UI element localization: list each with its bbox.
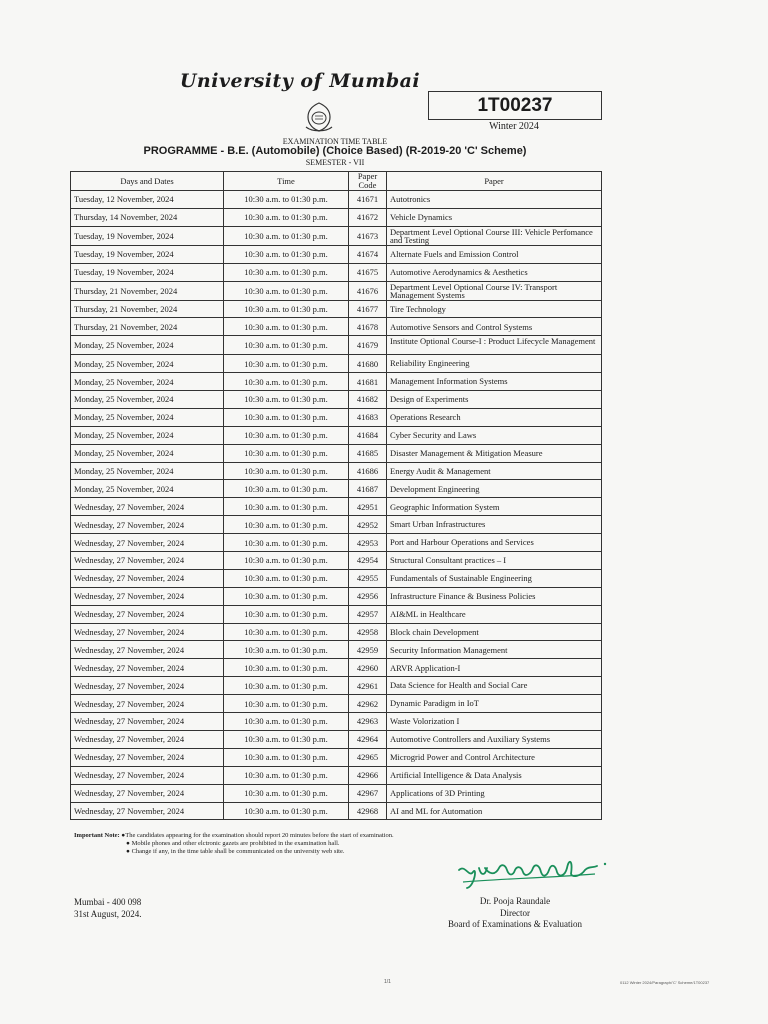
exam-time-cell: 10:30 a.m. to 01:30 p.m.: [224, 623, 349, 641]
signatory-title: Director: [500, 907, 530, 918]
exam-time-cell: 10:30 a.m. to 01:30 p.m.: [224, 748, 349, 766]
exam-time-cell: 10:30 a.m. to 01:30 p.m.: [224, 784, 349, 802]
paper-name-cell: Smart Urban Infrastructures: [387, 516, 602, 534]
exam-time-cell: 10:30 a.m. to 01:30 p.m.: [224, 373, 349, 391]
paper-name-cell: Cyber Security and Laws: [387, 426, 602, 444]
signatory-block: [415, 896, 615, 931]
exam-date-cell: Wednesday, 27 November, 2024: [71, 516, 224, 534]
exam-time-cell: 10:30 a.m. to 01:30 p.m.: [224, 498, 349, 516]
paper-name-cell: Design of Experiments: [387, 391, 602, 409]
table-row: [71, 784, 602, 802]
header-days-dates: Days and Dates: [71, 172, 224, 191]
paper-code-cell: 42962: [349, 695, 387, 713]
table-row: [71, 355, 602, 373]
header-paper: Paper: [387, 172, 602, 191]
paper-code-cell: 41685: [349, 444, 387, 462]
table-row: [71, 695, 602, 713]
exam-date-cell: Wednesday, 27 November, 2024: [71, 534, 224, 552]
programme-title: PROGRAMME - B.E. (Automobile) (Choice Based) (R-2019-20 'C' Scheme): [143, 145, 527, 157]
paper-code-cell: 42964: [349, 730, 387, 748]
paper-code-cell: 42959: [349, 641, 387, 659]
place: Mumbai - 400 098: [74, 897, 142, 907]
session-label: Winter 2024: [489, 121, 539, 132]
exam-time-cell: 10:30 a.m. to 01:30 p.m.: [224, 552, 349, 570]
paper-name-cell: Structural Consultant practices – I: [387, 552, 602, 570]
exam-time-cell: 10:30 a.m. to 01:30 p.m.: [224, 355, 349, 373]
exam-time-cell: 10:30 a.m. to 01:30 p.m.: [224, 336, 349, 355]
exam-date-cell: Monday, 25 November, 2024: [71, 462, 224, 480]
table-row: [71, 408, 602, 426]
paper-code-cell: 42957: [349, 605, 387, 623]
paper-name-cell: AI and ML for Automation: [387, 802, 602, 820]
paper-code-cell: 42965: [349, 748, 387, 766]
paper-code-cell: 42966: [349, 766, 387, 784]
table-row: [71, 677, 602, 695]
table-row: [71, 444, 602, 462]
paper-code-cell: 41681: [349, 373, 387, 391]
note-item: Mobile phones and other elctronic gazets are prohibited in the examination hall.: [131, 840, 340, 848]
paper-code-cell: 41686: [349, 462, 387, 480]
paper-code-cell: 41682: [349, 391, 387, 409]
paper-name-cell: ARVR Application-I: [387, 659, 602, 677]
exam-title: EXAMINATION TIME TABLE: [282, 137, 388, 146]
issue-date: 31st August, 2024.: [74, 909, 142, 919]
paper-code-cell: 41687: [349, 480, 387, 498]
exam-time-cell: 10:30 a.m. to 01:30 p.m.: [224, 462, 349, 480]
page-number: 1/1: [384, 979, 391, 985]
paper-name-cell: AI&ML in Healthcare: [387, 605, 602, 623]
exam-time-cell: 10:30 a.m. to 01:30 p.m.: [224, 480, 349, 498]
table-row: [71, 208, 602, 226]
table-row: [71, 336, 602, 355]
exam-time-cell: 10:30 a.m. to 01:30 p.m.: [224, 391, 349, 409]
exam-time-cell: 10:30 a.m. to 01:30 p.m.: [224, 245, 349, 263]
paper-code-cell: 41671: [349, 191, 387, 209]
paper-name-cell: Tire Technology: [387, 300, 602, 318]
paper-name-cell: Artificial Intelligence & Data Analysis: [387, 766, 602, 784]
exam-date-cell: Monday, 25 November, 2024: [71, 355, 224, 373]
exam-date-cell: Monday, 25 November, 2024: [71, 373, 224, 391]
exam-date-cell: Wednesday, 27 November, 2024: [71, 569, 224, 587]
paper-code-cell: 42954: [349, 552, 387, 570]
exam-date-cell: Wednesday, 27 November, 2024: [71, 713, 224, 731]
table-row: [71, 748, 602, 766]
table-row: [71, 462, 602, 480]
exam-time-cell: 10:30 a.m. to 01:30 p.m.: [224, 569, 349, 587]
exam-date-cell: Wednesday, 27 November, 2024: [71, 766, 224, 784]
exam-date-cell: Tuesday, 19 November, 2024: [71, 226, 224, 245]
table-row: [71, 281, 602, 300]
paper-name-cell: Autotronics: [387, 191, 602, 209]
paper-name-cell: Infrastructure Finance & Business Policies: [387, 587, 602, 605]
exam-date-cell: Wednesday, 27 November, 2024: [71, 784, 224, 802]
notes-label: Important Note:: [74, 832, 120, 839]
exam-time-cell: 10:30 a.m. to 01:30 p.m.: [224, 730, 349, 748]
paper-code-cell: 42952: [349, 516, 387, 534]
exam-date-cell: Wednesday, 27 November, 2024: [71, 730, 224, 748]
paper-name-cell: Fundamentals of Sustainable Engineering: [387, 569, 602, 587]
table-row: [71, 226, 602, 245]
paper-name-cell: Microgrid Power and Control Architecture: [387, 748, 602, 766]
table-row: [71, 318, 602, 336]
table-header-row: [71, 172, 602, 191]
exam-time-cell: 10:30 a.m. to 01:30 p.m.: [224, 766, 349, 784]
exam-time-cell: 10:30 a.m. to 01:30 p.m.: [224, 408, 349, 426]
paper-name-cell: Development Engineering: [387, 480, 602, 498]
paper-name-cell: Operations Research: [387, 408, 602, 426]
exam-time-cell: 10:30 a.m. to 01:30 p.m.: [224, 713, 349, 731]
paper-name-cell: Institute Optional Course-I : Product Lifecycle Management: [387, 336, 602, 355]
paper-name-cell: Port and Harbour Operations and Services: [387, 534, 602, 552]
paper-code-cell: 41678: [349, 318, 387, 336]
paper-name-cell: Department Level Optional Course III: Vehicle Perfomance and Testing: [387, 226, 602, 245]
paper-code-cell: 41672: [349, 208, 387, 226]
table-row: [71, 300, 602, 318]
exam-time-cell: 10:30 a.m. to 01:30 p.m.: [224, 659, 349, 677]
table-row: [71, 802, 602, 820]
paper-code-box: 1T00237: [428, 91, 602, 120]
exam-date-cell: Wednesday, 27 November, 2024: [71, 498, 224, 516]
exam-time-cell: 10:30 a.m. to 01:30 p.m.: [224, 318, 349, 336]
table-row: [71, 426, 602, 444]
exam-date-cell: Wednesday, 27 November, 2024: [71, 605, 224, 623]
exam-time-cell: 10:30 a.m. to 01:30 p.m.: [224, 444, 349, 462]
paper-name-cell: Geographic Information System: [387, 498, 602, 516]
paper-name-cell: Disaster Management & Mitigation Measure: [387, 444, 602, 462]
exam-time-cell: 10:30 a.m. to 01:30 p.m.: [224, 426, 349, 444]
table-row: [71, 587, 602, 605]
note-item: Change if any, in the time table shall be communicated on the university web site.: [131, 848, 345, 856]
timetable: [70, 171, 602, 820]
header-paper-code: Paper Code: [349, 172, 387, 191]
exam-date-cell: Thursday, 21 November, 2024: [71, 318, 224, 336]
table-row: [71, 713, 602, 731]
paper-code-cell: 41673: [349, 226, 387, 245]
exam-date-cell: Tuesday, 19 November, 2024: [71, 245, 224, 263]
paper-name-cell: Automotive Aerodynamics & Aesthetics: [387, 263, 602, 281]
table-row: [71, 516, 602, 534]
paper-code-cell: 42953: [349, 534, 387, 552]
table-row: [71, 480, 602, 498]
table-row: [71, 623, 602, 641]
semester-label: SEMESTER - VII: [305, 158, 365, 167]
table-row: [71, 641, 602, 659]
exam-time-cell: 10:30 a.m. to 01:30 p.m.: [224, 281, 349, 300]
signatory-name: Dr. Pooja Raundale: [479, 896, 551, 906]
paper-name-cell: Data Science for Health and Social Care: [387, 677, 602, 695]
table-row: [71, 605, 602, 623]
paper-name-cell: Automotive Sensors and Control Systems: [387, 318, 602, 336]
exam-date-cell: Tuesday, 12 November, 2024: [71, 191, 224, 209]
university-name: University of Mumbai: [179, 70, 421, 92]
table-row: [71, 552, 602, 570]
exam-date-cell: Monday, 25 November, 2024: [71, 426, 224, 444]
paper-name-cell: Waste Volorization I: [387, 713, 602, 731]
exam-date-cell: Wednesday, 27 November, 2024: [71, 552, 224, 570]
exam-date-cell: Wednesday, 27 November, 2024: [71, 623, 224, 641]
paper-code-cell: 42963: [349, 713, 387, 731]
exam-date-cell: Wednesday, 27 November, 2024: [71, 587, 224, 605]
paper-code-cell: 41676: [349, 281, 387, 300]
exam-date-cell: Wednesday, 27 November, 2024: [71, 802, 224, 820]
paper-code-cell: 42956: [349, 587, 387, 605]
exam-time-cell: 10:30 a.m. to 01:30 p.m.: [224, 191, 349, 209]
exam-time-cell: 10:30 a.m. to 01:30 p.m.: [224, 587, 349, 605]
exam-time-cell: 10:30 a.m. to 01:30 p.m.: [224, 534, 349, 552]
exam-time-cell: 10:30 a.m. to 01:30 p.m.: [224, 208, 349, 226]
paper-name-cell: Applications of 3D Printing: [387, 784, 602, 802]
table-row: [71, 245, 602, 263]
exam-time-cell: 10:30 a.m. to 01:30 p.m.: [224, 300, 349, 318]
exam-time-cell: 10:30 a.m. to 01:30 p.m.: [224, 641, 349, 659]
table-row: [71, 263, 602, 281]
paper-name-cell: Energy Audit & Management: [387, 462, 602, 480]
exam-date-cell: Wednesday, 27 November, 2024: [71, 695, 224, 713]
paper-code-cell: 42951: [349, 498, 387, 516]
exam-date-cell: Thursday, 21 November, 2024: [71, 300, 224, 318]
important-notes: Important Note: ●The candidates appearing for the examination should report 20 minutes before the start of examination. ● Mobile phones and other elctronic gazets are prohibited in the examination hall. ● Change if any, in the time table shall be communicated on the university web site.: [74, 832, 394, 856]
exam-date-cell: Monday, 25 November, 2024: [71, 408, 224, 426]
paper-name-cell: Vehicle Dynamics: [387, 208, 602, 226]
paper-code-cell: 42960: [349, 659, 387, 677]
table-row: [71, 569, 602, 587]
header-time: Time: [224, 172, 349, 191]
exam-date-cell: Wednesday, 27 November, 2024: [71, 641, 224, 659]
paper-code-cell: 41674: [349, 245, 387, 263]
table-row: [71, 730, 602, 748]
paper-name-cell: Block chain Development: [387, 623, 602, 641]
exam-date-cell: Monday, 25 November, 2024: [71, 480, 224, 498]
exam-date-cell: Monday, 25 November, 2024: [71, 391, 224, 409]
table-row: [71, 534, 602, 552]
exam-time-cell: 10:30 a.m. to 01:30 p.m.: [224, 605, 349, 623]
paper-code-cell: 41677: [349, 300, 387, 318]
exam-date-cell: Monday, 25 November, 2024: [71, 444, 224, 462]
paper-code-cell: 42958: [349, 623, 387, 641]
exam-date-cell: Monday, 25 November, 2024: [71, 336, 224, 355]
exam-time-cell: 10:30 a.m. to 01:30 p.m.: [224, 226, 349, 245]
paper-name-cell: Security Information Management: [387, 641, 602, 659]
table-row: [71, 391, 602, 409]
paper-name-cell: Department Level Optional Course IV: Transport Management Systems: [387, 281, 602, 300]
paper-name-cell: Reliability Engineering: [387, 355, 602, 373]
paper-name-cell: Dynamic Paradigm in IoT: [387, 695, 602, 713]
signature-image: [455, 852, 615, 892]
exam-date-cell: Thursday, 14 November, 2024: [71, 208, 224, 226]
paper-name-cell: Alternate Fuels and Emission Control: [387, 245, 602, 263]
table-row: [71, 373, 602, 391]
table-row: [71, 659, 602, 677]
timetable-body: [71, 191, 602, 820]
table-row: [71, 498, 602, 516]
paper-code-cell: 42961: [349, 677, 387, 695]
exam-time-cell: 10:30 a.m. to 01:30 p.m.: [224, 695, 349, 713]
university-emblem-icon: [302, 101, 336, 134]
paper-code-cell: 42968: [349, 802, 387, 820]
exam-time-cell: 10:30 a.m. to 01:30 p.m.: [224, 263, 349, 281]
paper-code-cell: 41679: [349, 336, 387, 355]
paper-code-cell: 41675: [349, 263, 387, 281]
paper-name-cell: Automotive Controllers and Auxiliary Systems: [387, 730, 602, 748]
place-date-block: [74, 896, 142, 920]
paper-name-cell: Management Information Systems: [387, 373, 602, 391]
exam-date-cell: Tuesday, 19 November, 2024: [71, 263, 224, 281]
exam-date-cell: Thursday, 21 November, 2024: [71, 281, 224, 300]
paper-code-cell: 41684: [349, 426, 387, 444]
table-row: [71, 191, 602, 209]
exam-date-cell: Wednesday, 27 November, 2024: [71, 677, 224, 695]
signatory-board: Board of Examinations & Evaluation: [448, 919, 582, 929]
exam-date-cell: Wednesday, 27 November, 2024: [71, 748, 224, 766]
exam-time-cell: 10:30 a.m. to 01:30 p.m.: [224, 802, 349, 820]
paper-code-cell: 42955: [349, 569, 387, 587]
file-reference: 0112 Winter 2024/Paragraph/'C' Scheme/1T00237: [620, 980, 710, 985]
paper-code-cell: 41683: [349, 408, 387, 426]
paper-code-cell: 41680: [349, 355, 387, 373]
exam-date-cell: Wednesday, 27 November, 2024: [71, 659, 224, 677]
note-item: The candidates appearing for the examination should report 20 minutes before the start of examination.: [125, 832, 394, 839]
exam-time-cell: 10:30 a.m. to 01:30 p.m.: [224, 516, 349, 534]
exam-time-cell: 10:30 a.m. to 01:30 p.m.: [224, 677, 349, 695]
table-row: [71, 766, 602, 784]
paper-code-cell: 42967: [349, 784, 387, 802]
